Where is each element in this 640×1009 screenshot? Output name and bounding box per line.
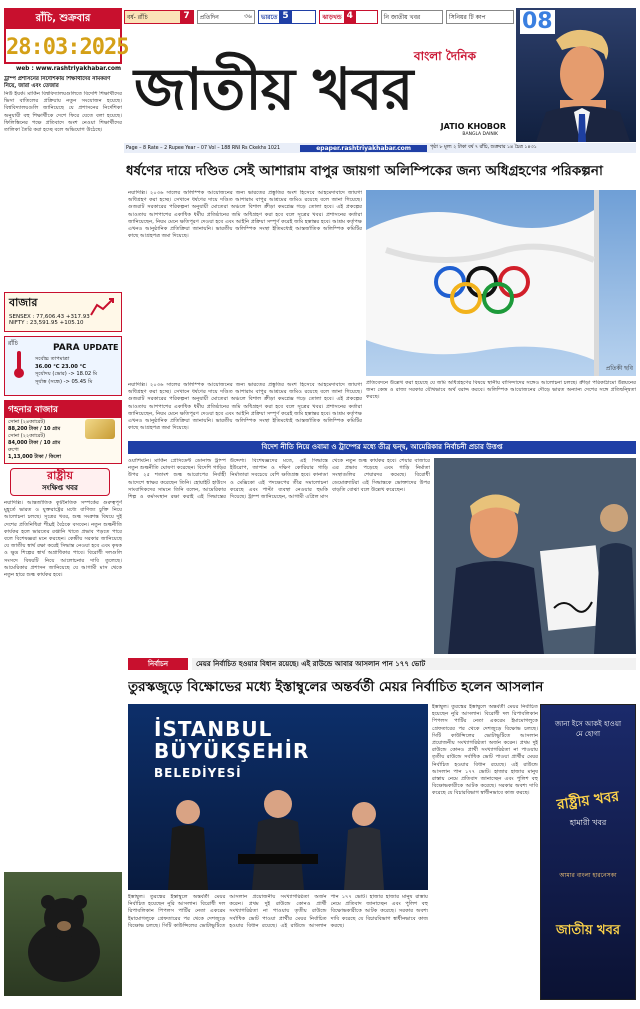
weather-title: PARA <box>53 343 80 353</box>
national-sub: সংক্ষিপ্ত খবর <box>42 484 78 492</box>
silver-price: 1,13,000 টাকা / কিলো <box>8 454 61 460</box>
weather-city: রাঁচি <box>8 340 18 347</box>
olympic-flag-icon <box>366 190 636 376</box>
ad-sub: হামারী খবর <box>569 818 607 827</box>
silver-label: রুপো <box>8 447 19 453</box>
strip-item[interactable]: বর্ষ- রাঁচি 7 <box>124 10 194 24</box>
section-tag: নির্বাচন <box>128 658 188 670</box>
istanbul-headline[interactable]: তুরস্কজুড়ে বিক্ষোভের মধ্যে ইস্তাম্বুলের অন্তর্বর্তী মেয়র নির্বাচিত হলেন আসলান <box>128 679 544 695</box>
web-link[interactable]: web : www.rashtriyakhabar.com <box>16 66 121 72</box>
national-text: নয়াদিল্লি। আন্তর্জাতিক কূটনৈতিক সম্পর্কের গুরুত্বপূর্ণ মুহূর্তে ভারত ও যুক্তরাষ্ট্রের মধ্যে বাণিজ্য চুক্তি নিয়ে আলোচনা চলছে। সূত্রের খবর, শুল্ক সংক্রান্ত বিষয়ে দুই দেশের প্রতিনিধিরা শীঘ্রই বৈঠকে বসবেন। নতুন শুল্কনীতি কার্যকর হলে ভারতের রপ্তানি খাতে প্রভাব পড়তে পারে বলে বিশেষজ্ঞরা মনে করছেন। কেন্দ্রীয় সরকার জানিয়েছে যে জাতীয় স্বার্থ রক্ষা করেই সিদ্ধান্ত নেওয়া হবে এবং কৃষক ও ক্ষুদ্র শিল্পের স্বার্থ অগ্রাধিকার পাবে। বিরোধী দলগুলি সংসদে বিষয়টি নিয়ে আলোচনার দাবি তুলেছে। আমেরিকার প্রশাসন জানিয়েছে যে আগামী মাস থেকে নতুন হারে শুল্ক কার্যকর হবে। <box>4 500 122 579</box>
photo-text-1: İSTANBUL <box>154 717 273 741</box>
ad-title: রাষ্ট্রীয় খবর <box>555 788 621 814</box>
photo-number: 08 <box>522 9 553 34</box>
istanbul-photo <box>128 704 428 890</box>
temp-label: সর্বোচ্চ তাপমাত্রা <box>35 356 70 362</box>
gold-24k-price: 88,200 টাকা / 10 গ্রাম <box>8 426 61 432</box>
photo-text-3: BELEDİYESİ <box>154 766 242 780</box>
advertisement[interactable] <box>540 704 636 1000</box>
signing-photo-icon <box>434 458 636 654</box>
masthead-photo <box>516 8 636 142</box>
lead-story-continued: প্রতিবেদনে উল্লেখ করা হয়েছে যে জমি অধিগ্রহণের বিষয়ে স্থানীয় বাসিন্দাদের সঙ্গেও আলোচনা চলছে। ক্রীড়া পরিকাঠামো উন্নয়নের জন্য কেন্দ্র ও রাজ্য সরকার যৌথভাবে অর্থ বরাদ্দ করবে। অলিম্পিক আয়োজনের দৌড়ে ভারত অন্যান্য দেশের সঙ্গে প্রতিদ্বন্দ্বিতা করছে। <box>366 380 636 401</box>
gold-22k-price: 84,000 টাকা / 10 গ্রাম <box>8 440 61 446</box>
ad-top: জানা ইসে আকই হাওয়া মে হোগা <box>555 720 621 738</box>
national-title: রাষ্ট্রীয় <box>47 469 73 482</box>
weather-update: UPDATE <box>83 343 119 352</box>
ad-footer: আমার বাংলা হারনেসকা <box>559 872 617 879</box>
bear-icon <box>4 872 122 996</box>
weather-box <box>4 336 122 396</box>
officials-icon <box>128 704 428 890</box>
istanbul-story-bottom: ইস্তাম্বুল। তুরস্কের ইস্তাম্বুলে অন্তর্বর্তী মেয়র নির্বাচিত হয়েছেন নুরি আসলান। বিরোধী দল রিপাবলিকান পিপলস পার্টির নেতা একরেম ইমামোগলুকে গ্রেফতারের পর থেকে দেশজুড়ে বিক্ষোভ চলছে। সিটি কাউন্সিলের ভোটাভুটিতে আসলান প্রয়োজনীয় সংখ্যাগরিষ্ঠতা অর্জন করেন। প্রথম দুই রাউন্ডে কোনও প্রার্থী সংখ্যাগরিষ্ঠতা না পাওয়ায় তৃতীয় রাউন্ডে সর্বাধিক ভোট পাওয়া প্রার্থীর মেয়র নির্বাচিত হওয়ার বিধান রয়েছে। এই রাউন্ডে আসলান পান ১৭৭ ভোট। হাজার হাজার মানুষ রাস্তায় নেমে প্রতিবাদ জানাচ্ছেন এবং পুলিশ বহু বিক্ষোভকারীকে আটক করেছে। সরকার অবশ্য দাবি করেছে যে বিচারবিভাগ স্বাধীনভাবে কাজ করছে। <box>128 894 428 929</box>
sensex-line: SENSEX : 77,606.43 +317.93 <box>9 314 90 320</box>
world-story-text: ওয়াশিংটন। মার্কিন প্রেসিডেন্ট ডোনাল্ড ট্রাম্প নতুন শুল্কনীতি ঘোষণা করেছেন। বিদেশি গাড়ির উপর ২৫ শতাংশ শুল্ক আরোপের নির্বাহী আদেশে স্বাক্ষর করেছেন তিনি। হোয়াইট হাউসে সাংবাদিকদের সামনে তিনি বলেন, আমেরিকার শিল্প ও কর্মসংস্থান রক্ষা করাই এই সিদ্ধান্তের উদ্দেশ্য। বিশেষজ্ঞদের মতে, এই সিদ্ধান্তে ইউরোপ, জাপান ও দক্ষিণ কোরিয়ার গাড়ি নির্মাতারা সবচেয়ে বেশি ক্ষতিগ্রস্ত হবে। কানাডা ও মেক্সিকো এই পদক্ষেপের তীব্র সমালোচনা করেছে এবং পাল্টা ব্যবস্থা নেওয়ার হুমকি দিয়েছে। ট্রাম্প জানিয়েছেন, আগামী এপ্রিল মাস থেকে নতুন শুল্ক কার্যকর হবে। শেয়ার বাজারে এর প্রভাব পড়েছে এবং গাড়ি নির্মাতা সংস্থাগুলির শেয়ারদর কমেছে। বিরোধী ডেমোক্র্যাটরা এই সিদ্ধান্তকে ভোক্তাদের উপর বাড়তি বোঝা বলে উল্লেখ করেছেন। <box>128 458 430 501</box>
istanbul-story-text: ইস্তাম্বুল। তুরস্কের ইস্তাম্বুলে অন্তর্বর্তী মেয়র নির্বাচিত হয়েছেন নুরি আসলান। বিরোধী দল রিপাবলিকান পিপলস পার্টির নেতা একরেম ইমামোগলুকে গ্রেফতারের পর থেকে দেশজুড়ে বিক্ষোভ চলছে। সিটি কাউন্সিলের ভোটাভুটিতে আসলান প্রয়োজনীয় সংখ্যাগরিষ্ঠতা অর্জন করেন। প্রথম দুই রাউন্ডে কোনও প্রার্থী সংখ্যাগরিষ্ঠতা না পাওয়ায় তৃতীয় রাউন্ডে সর্বাধিক ভোট পাওয়া প্রার্থীর মেয়র নির্বাচিত হওয়ার বিধান রয়েছে। এই রাউন্ডে আসলান পান ১৭৭ ভোট। হাজার হাজার মানুষ রাস্তায় নেমে প্রতিবাদ জানাচ্ছেন এবং পুলিশ বহু বিক্ষোভকারীকে আটক করেছে। সরকার অবশ্য দাবি করেছে যে বিচারবিভাগ স্বাধীনভাবে কাজ করছে। <box>432 704 538 797</box>
thermometer-icon <box>11 349 27 379</box>
brief-text: নিউ ইয়র্ক। মার্কিন বিশ্ববিদ্যালয়গুলিতে বিদেশি শিক্ষার্থীদের ভিসা বাতিলের প্রক্রিয়ায় নতুন সংযোজন হয়েছে। বিশ্ববিদ্যালয়গুলি জানিয়েছে যে প্রশাসনের নির্দেশিকা অনুযায়ী বহু শিক্ষার্থীকে দেশে ফিরে যেতে বলা হয়েছে। ফিলিস্তিনের পক্ষে প্রতিবাদে অংশ নেওয়া শিক্ষার্থীদের তালিকা তৈরি করা হচ্ছে বলে অভিযোগ উঠেছে। <box>4 91 122 134</box>
masthead-roman-sub: BANGLA DAINIK <box>462 132 498 137</box>
photo-text-2: BÜYÜKŞEHİR <box>154 739 310 763</box>
strip-item[interactable]: নি জাতীয় খবর <box>381 10 443 24</box>
ad-logo: জাতীয় খবর <box>556 923 620 938</box>
meta-left: Page – 8 Rate – 2 Rupee Year – 07 Vol – 188 RNI Rs Ckekhs 1021 <box>126 145 281 151</box>
world-banner[interactable]: বিদেশ নীতি নিয়ে ওবামা ও ট্রাম্পের মধ্যে তীব্র দ্বন্দ্ব, আমেরিকার নির্বাচনী প্রচার উত্তপ্ত <box>128 441 636 454</box>
national-badge <box>10 468 110 496</box>
market-title: বাজার <box>9 296 38 309</box>
strip-item[interactable]: ঝাড়খন্ড 4 <box>319 10 377 24</box>
city-day: রাঁচি, শুক্রবার <box>6 10 120 29</box>
masthead-roman: JATIO KHOBOR <box>440 122 506 131</box>
market-box <box>4 292 122 332</box>
sunrise: সূর্যোদয় (ভোর) -> 18.02 মি <box>35 371 98 377</box>
gold-bars-icon <box>85 419 115 439</box>
brief-headline: ট্রাম্প প্রশাসনের নির্দেশিকায় শিক্ষার্থীদের নামকরণ নিয়ে, জারা এবং তেজার <box>4 76 111 89</box>
portrait-icon <box>516 8 636 142</box>
top-strip <box>124 10 514 24</box>
masthead-title: জাতীয় খবর <box>134 55 413 123</box>
date-box <box>4 8 129 64</box>
olympic-photo <box>366 190 636 376</box>
strip-item[interactable]: প্রতিদিন ৩৬ <box>197 10 255 24</box>
lead-story-text: নয়াদিল্লি। ২০৩৬ সালের অলিম্পিক আয়োজনের জন্য ভারতের প্রস্তুতির অংশ হিসেবে আহমেদাবাদে জায়গা অধিগ্রহণ করা হচ্ছে। সেখানে ধর্ষণের দায়ে দণ্ডিত আশারাম বাপুর আশ্রমের জমিও রয়েছে বলে জানা গিয়েছে। গুজরাট সরকারের পরিকল্পনা অনুযায়ী মোতেরা অঞ্চলে বিশাল ক্রীড়া কমপ্লেক্স গড়ে তোলা হবে। এই প্রকল্পের আওতায় আশপাশের একাধিক ধর্মীয় প্রতিষ্ঠানের জমি অধিগ্রহণ করা হবে বলে সূত্রের খবর। প্রশাসনের কর্তারা জানিয়েছেন, নিয়ম মেনে ক্ষতিপূরণ দেওয়া হবে এবং আইনি প্রক্রিয়া সম্পূর্ণ করেই জমি হস্তান্তর হবে। আশ্রম কর্তৃপক্ষ এখনও আনুষ্ঠানিক প্রতিক্রিয়া জানায়নি। ভারতীয় অলিম্পিক সংস্থা ইতিমধ্যেই আন্তর্জাতিক অলিম্পিক কমিটির কাছে আগ্রহপত্র জমা দিয়েছে। <box>128 190 362 240</box>
strip-item[interactable]: ভারতে 5 <box>258 10 316 24</box>
gold-24k-label: সোনা (২৪ক্যারেট) <box>8 419 46 425</box>
photo-caption: প্রতিকী ছবি <box>605 365 633 372</box>
lead-story-bottom: নয়াদিল্লি। ২০৩৬ সালের অলিম্পিক আয়োজনের জন্য ভারতের প্রস্তুতির অংশ হিসেবে আহমেদাবাদে জায়গা অধিগ্রহণ করা হচ্ছে। সেখানে ধর্ষণের দায়ে দণ্ডিত আশারাম বাপুর আশ্রমের জমিও রয়েছে বলে জানা গিয়েছে। গুজরাট সরকারের পরিকল্পনা অনুযায়ী মোতেরা অঞ্চলে বিশাল ক্রীড়া কমপ্লেক্স গড়ে তোলা হবে। এই প্রকল্পের আওতায় আশপাশের একাধিক ধর্মীয় প্রতিষ্ঠানের জমি অধিগ্রহণ করা হবে বলে সূত্রের খবর। প্রশাসনের কর্তারা জানিয়েছেন, নিয়ম মেনে ক্ষতিপূরণ দেওয়া হবে এবং আইনি প্রক্রিয়া সম্পূর্ণ করেই জমি হস্তান্তর হবে। আশ্রম কর্তৃপক্ষ এখনও আনুষ্ঠানিক প্রতিক্রিয়া জানায়নি। ভারতীয় অলিম্পিক সংস্থা ইতিমধ্যেই আন্তর্জাতিক অলিম্পিক কমিটির কাছে আগ্রহপত্র জমা দিয়েছে। <box>128 382 362 432</box>
epaper-link[interactable]: epaper.rashtriyakhabar.com <box>300 145 427 152</box>
meta-right: পৃষ্ঠা ৮ মূল্য ২ টাকা বর্ষ ৭ রাঁচি, শুক্রবার ১৪ চৈত্র ১৪৩১ <box>430 145 537 150</box>
gold-title: গহনার বাজার <box>5 401 121 418</box>
section-kicker: মেয়র নির্বাচিত হওয়ার বিধান রয়েছে। এই রাউন্ডে আবার আসলান পান ১৭৭ ভোট <box>192 658 636 670</box>
issue-date: 28:03:2025 <box>6 35 129 60</box>
masthead <box>124 26 514 144</box>
temp-values: 36.00 °C 23.00 °C <box>35 363 87 370</box>
masthead-tag: বাংলা দৈনিক <box>413 49 476 63</box>
bull-icon <box>87 297 117 319</box>
meta-bar <box>124 143 636 153</box>
bear-photo <box>4 872 122 996</box>
trump-photo <box>434 458 636 654</box>
strip-item[interactable]: সিনিয়র টি কাপ <box>446 10 514 24</box>
sunset: সূর্যাস্ত (সন্ধে) -> 05.45 মি <box>35 378 93 385</box>
lead-headline[interactable]: ধর্ষণের দায়ে দণ্ডিত সেই আশারাম বাপুর জায়গা অলিম্পিকের জন্য অধিগ্রহণের পরিকল্পনা <box>126 163 603 179</box>
gold-box <box>4 400 122 464</box>
nifty-line: NIFTY : 23,591.95 +105.10 <box>9 320 84 326</box>
gold-22k-label: সোনা (২২ক্যারেট) <box>8 433 46 439</box>
